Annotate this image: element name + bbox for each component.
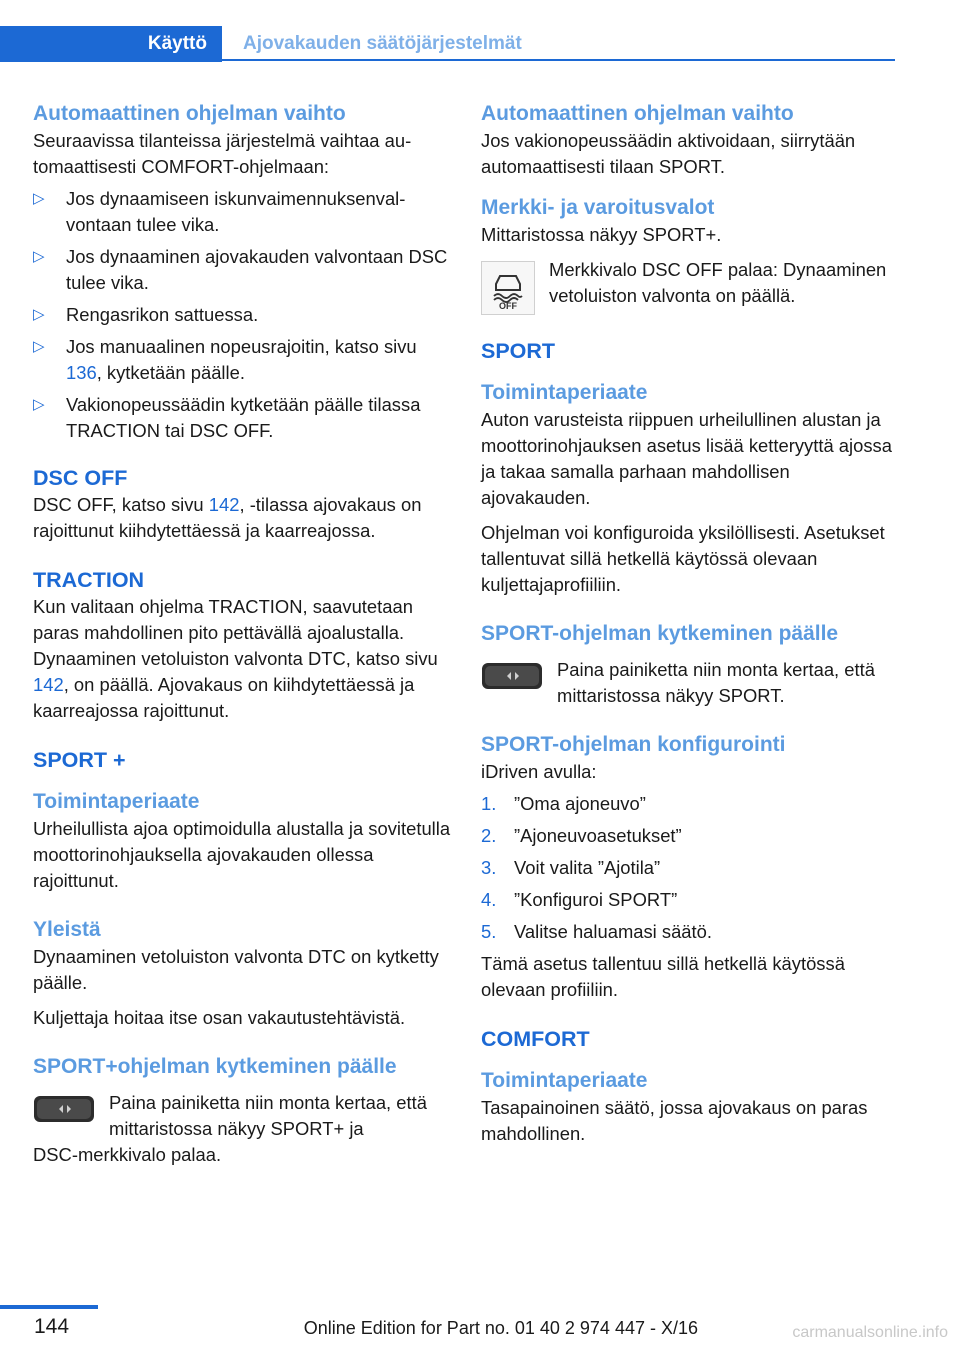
- auto-switch-list: [33, 186, 453, 444]
- page-link-136[interactable]: 136: [66, 362, 97, 383]
- list-item: 5. Valitse haluamasi säätö.: [481, 921, 712, 942]
- heading-principle-right: Toimintaperiaate: [481, 381, 648, 404]
- paragraph-principle-2: Ohjelman voi konfiguroida yksilöllisesti. Asetukset tallentuvat sillä hetkellä käytössä olevaan kuljettajaprofiiliin.: [481, 522, 885, 595]
- heading-auto-switch-right: Automaattinen ohjelman vaihto: [481, 102, 794, 125]
- heading-principle-comfort: Toimintaperiaate: [481, 1069, 648, 1092]
- paragraph-lights: Mittaristossa näkyy SPORT+.: [481, 224, 722, 245]
- paragraph-general-1: Dynaaminen vetoluiston valvonta DTC on kytketty päälle.: [33, 946, 439, 993]
- paragraph-auto-switch-right: Jos vakionopeussäädin aktivoidaan, siirrytään automaattisesti tilaan SPORT.: [481, 130, 856, 177]
- dsc-off-warning-icon: [481, 261, 535, 315]
- triangle-bullet-icon: ▷: [33, 338, 45, 355]
- triangle-bullet-icon: ▷: [33, 396, 45, 413]
- mode-button-icon: [481, 661, 543, 696]
- paragraph-traction: Kun valitaan ohjelma TRACTION, saavutetaan paras mahdollinen pito pettävällä ajoalustalla. Dynaaminen vetoluiston valvonta DTC, katso sivu 142, on päällä. Ajovakaus on kiihdytettäessä ja kaarreajossa rajoittunut.: [33, 596, 438, 721]
- list-item: ▷ Jos dynaaminen ajovakauden valvontaan DSC tulee vika.: [33, 246, 448, 293]
- paragraph-general-2: Kuljettaja hoitaa itse osan vakautustehtävistä.: [33, 1007, 406, 1028]
- heading-lights: Merkki- ja varoitusvalot: [481, 196, 715, 219]
- paragraph-dsc-off: DSC OFF, katso sivu 142, -tilassa ajovakaus on rajoittunut kiihdytettäessä ja kaarreajossa.: [33, 494, 422, 541]
- list-item: 1. ”Oma ajoneuvo”: [481, 793, 646, 814]
- config-steps-list: [481, 791, 899, 945]
- paragraph-sport-plus-on: Paina painiketta niin monta kertaa, että mittaristossa näkyy SPORT+ ja: [109, 1092, 427, 1139]
- triangle-bullet-icon: ▷: [33, 306, 45, 323]
- heading-auto-switch: Automaattinen ohjelman vaihto: [33, 102, 346, 125]
- heading-general: Yleistä: [33, 918, 101, 941]
- sport-plus-button-row: [33, 1090, 453, 1142]
- paragraph-lights-icon: Merkkivalo DSC OFF palaa: Dynaaminen vetoluiston valvonta on päällä.: [549, 259, 887, 306]
- paragraph-sport-plus-on-cont: DSC-merkkivalo palaa.: [33, 1144, 222, 1165]
- left-column: [33, 100, 453, 1168]
- page-link-142[interactable]: 142: [208, 494, 240, 515]
- triangle-bullet-icon: ▷: [33, 248, 45, 265]
- heading-dsc-off: DSC OFF: [33, 466, 128, 490]
- heading-sport-on: SPORT-ohjelman kytkeminen päälle: [481, 622, 839, 645]
- list-item: 3. Voit valita ”Ajotila”: [481, 857, 661, 878]
- list-item: ▷ Vakionopeussäädin kytketään päälle tilassa TRACTION tai DSC OFF.: [33, 394, 421, 441]
- chapter-title: Käyttö: [147, 33, 207, 54]
- footer-edition: Online Edition for Part no. 01 40 2 974 447 - X/16: [303, 1318, 698, 1338]
- mode-button-icon: [33, 1094, 95, 1129]
- paragraph-principle-1: Auton varusteista riippuen urheilullinen alustan ja moottorinohjauksen asetus lisää ketteryyttä ajossa ja takaa samalla parhaan mahdollisen ajovakauden.: [481, 409, 892, 508]
- list-item: ▷ Jos manuaalinen nopeusrajoitin, katso sivu 136, kytketään päälle.: [33, 336, 417, 383]
- heading-sport-plus: SPORT +: [33, 748, 126, 772]
- heading-sport-config: SPORT-ohjelman konfigurointi: [481, 733, 786, 756]
- paragraph-principle: Urheilullista ajoa optimoidulla alustalla ja sovitetulla moottorinohjauksella ajovakauden ollessa rajoittunut.: [33, 818, 451, 891]
- heading-traction: TRACTION: [33, 568, 145, 592]
- paragraph-auto-switch: Seuraavissa tilanteissa järjestelmä vaihtaa automaattisesti COMFORT-ohjelmaan:: [33, 130, 412, 177]
- list-item: ▷ Jos dynaamiseen iskunvaimennuksenvalvontaan tulee vika.: [33, 188, 406, 235]
- dsc-off-indicator-row: [481, 257, 899, 315]
- right-column: [481, 100, 899, 1147]
- page-link-142[interactable]: 142: [33, 674, 64, 695]
- svg-text:OFF: OFF: [499, 301, 517, 310]
- paragraph-saved: Tämä asetus tallentuu sillä hetkellä käytössä olevaan profiiliin.: [481, 953, 845, 1000]
- sport-button-row: [481, 657, 899, 709]
- paragraph-idrive: iDriven avulla:: [481, 761, 597, 782]
- paragraph-sport-on: Paina painiketta niin monta kertaa, että mittaristossa näkyy SPORT.: [557, 659, 875, 706]
- list-item: ▷ Rengasrikon sattuessa.: [33, 302, 453, 328]
- list-item: 2. ”Ajoneuvoasetukset”: [481, 825, 682, 846]
- paragraph-comfort: Tasapainoinen säätö, jossa ajovakaus on paras mahdollinen.: [481, 1097, 868, 1144]
- list-item: 4. ”Konfiguroi SPORT”: [481, 889, 678, 910]
- header-rule: [222, 59, 895, 61]
- heading-comfort: COMFORT: [481, 1027, 590, 1051]
- section-title: Ajovakauden säätöjärjestelmät: [243, 33, 522, 54]
- chapter-tab: [0, 26, 222, 62]
- triangle-bullet-icon: ▷: [33, 190, 45, 207]
- page-number: 144: [34, 1315, 70, 1338]
- watermark: carmanualsonline.info: [792, 1324, 948, 1341]
- heading-sport-plus-on: SPORT+ohjelman kytkeminen päälle: [33, 1055, 397, 1078]
- page-header: [0, 26, 895, 62]
- heading-sport: SPORT: [481, 339, 556, 363]
- heading-principle: Toimintaperiaate: [33, 790, 200, 813]
- footer-rule: [0, 1305, 98, 1309]
